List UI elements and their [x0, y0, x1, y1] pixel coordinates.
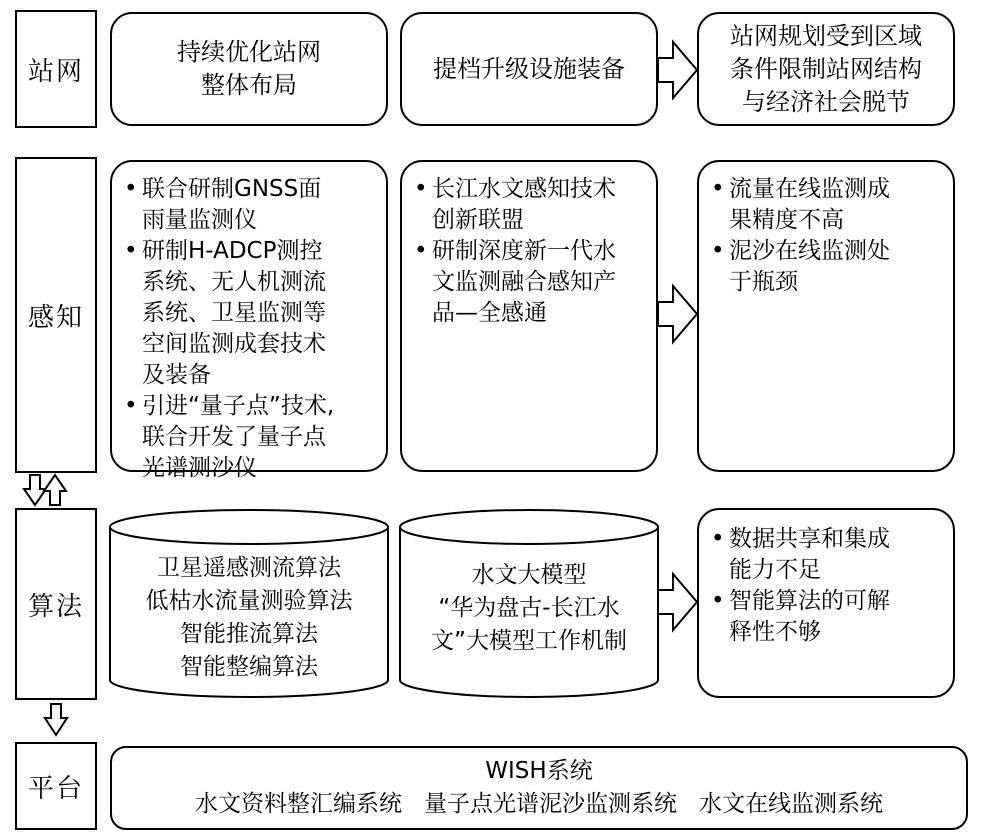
- text-line: 提档升级设施装备: [433, 54, 625, 83]
- row-label-station: 站网: [15, 10, 97, 128]
- system-item: 水文在线监测系统: [699, 791, 883, 817]
- platform-box: [110, 746, 968, 830]
- text-line: 条件限制站网结构: [730, 54, 922, 83]
- bullet-item: • 研制深度新一代水 文监测融合感知产 品—全感通: [402, 236, 652, 329]
- platform-title: WISH系统: [485, 758, 593, 784]
- text-line: 智能整编算法: [180, 654, 318, 680]
- bullet-item: • 长江水文感知技术 创新联盟: [402, 174, 652, 236]
- algorithm-list-1: [110, 548, 388, 688]
- text-line: 水文大模型: [471, 561, 587, 588]
- text-line: 站网规划受到区域: [730, 21, 922, 50]
- bullet-item: • 流量在线监测成 果精度不高: [699, 174, 949, 236]
- text-line: 文”大模型工作机制: [431, 627, 627, 654]
- arrow-up-icon: [44, 475, 66, 505]
- text-line: 低枯水流量测验算法: [145, 588, 353, 614]
- system-item: 水文资料整汇编系统: [195, 791, 402, 817]
- arrow-right-icon: [658, 574, 697, 630]
- bullet-item: • 智能算法的可解 释性不够: [699, 586, 949, 648]
- bullet-item: • 引进“量子点”技术, 联合开发了量子点 光谱测沙仪: [112, 391, 382, 484]
- bullet-item: • 研制H-ADCP测控 系统、无人机测流 系统、卫星监测等 空间监测成套技术 及装备: [112, 236, 382, 391]
- bullet-item: • 联合研制GNSS面 雨量监测仪: [112, 174, 382, 236]
- text-line: 持续优化站网: [177, 38, 321, 66]
- text-line: “华为盘古-长江水: [438, 594, 620, 621]
- text-line: 整体布局: [201, 71, 297, 99]
- platform-systems: [195, 788, 883, 821]
- row-label-algorithm: 算法: [15, 508, 97, 700]
- arrow-right-icon: [658, 42, 697, 98]
- bullet-item: • 数据共享和集成 能力不足: [699, 524, 949, 586]
- text-line: 卫星遥感测流算法: [157, 555, 341, 581]
- arrow-down-icon: [45, 704, 67, 735]
- system-item: 量子点光谱泥沙监测系统: [424, 791, 677, 817]
- text-line: 智能推流算法: [180, 621, 318, 647]
- row-label-perception: 感知: [15, 157, 97, 473]
- arrow-down-icon: [24, 475, 46, 505]
- arrow-right-icon: [658, 286, 697, 342]
- row-label-platform: 平台: [15, 742, 97, 830]
- algorithm-problem-box: [697, 508, 955, 698]
- text-line: 与经济社会脱节: [742, 87, 910, 116]
- algorithm-list-2: [400, 548, 658, 668]
- bullet-item: • 泥沙在线监测处 于瓶颈: [699, 236, 949, 298]
